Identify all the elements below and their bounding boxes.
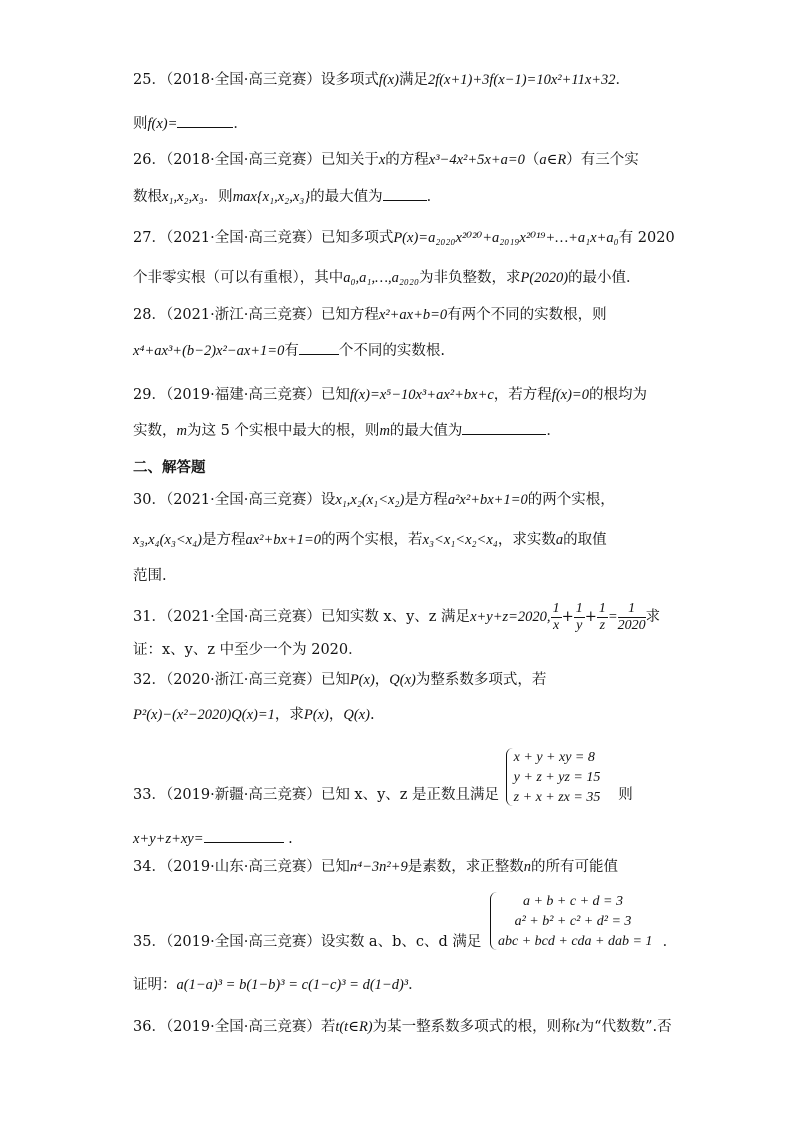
math-expr: x₁,x₂,x₃ [162, 189, 204, 205]
problem-28-line2 [133, 340, 445, 361]
frac-numerator: 1 [598, 600, 606, 616]
answer-blank [383, 186, 427, 201]
problem-30 [133, 490, 615, 510]
math-expr: n [523, 859, 532, 875]
frac-denominator: 2020 [617, 617, 646, 633]
problem-text: 求 [645, 609, 661, 625]
problem-text: 已知方程 [320, 307, 379, 323]
math-expr: 2f(x+1)+3f(x−1)=10x²+11x+32 [427, 72, 616, 88]
problem-source: （2021·浙江·高三竞赛） [165, 307, 321, 323]
problem-text: 的根均为 [588, 387, 647, 403]
problem-source: （2019·福建·高三竞赛） [165, 387, 321, 403]
problem-text: 满足 [398, 72, 428, 88]
answer-blank [299, 340, 339, 355]
problem-text: 为某一整系数多项式的根，则称 [372, 1019, 576, 1035]
math-expr: f(x) [378, 72, 399, 88]
math-expr: max{x₁,x₂,x₃} [232, 189, 311, 205]
problem-text: . [369, 707, 375, 723]
problem-30-line2 [133, 530, 607, 550]
problem-text: 设多项式 [320, 72, 379, 88]
answer-blank [204, 828, 284, 843]
problem-text: ． [426, 189, 442, 205]
problem-text: 已知 [320, 387, 350, 403]
math-expr: a(1−a)³ = b(1−b)³ = c(1−c)³ = d(1−d)³ [176, 977, 409, 993]
problem-text: 设实数 a、b、c、d 满足 [320, 934, 482, 950]
fraction-1-over-y [574, 601, 585, 634]
problem-33 [133, 748, 633, 808]
problem-text: 则 [133, 116, 148, 132]
frac-numerator: 1 [552, 600, 560, 616]
problem-32 [133, 670, 546, 690]
math-expr: a²x²+bx+1=0 [447, 492, 528, 508]
math-expr: P(2020) [520, 270, 569, 286]
math-expr: x₃<x₁<x₂<x₄ [422, 532, 498, 548]
math-expr: x+y+z=2020, [470, 609, 551, 625]
problem-text: 已知 x、y、z 是正数且满足 [320, 787, 500, 803]
system-row: z + x + zx = 35 [513, 790, 601, 805]
problem-text: 的最小值． [568, 270, 641, 286]
system-row: abc + bcd + cda + dab = 1 [498, 934, 653, 949]
math-expr: x₁,x₂(x₁<x₂) [335, 492, 405, 508]
problem-28 [133, 305, 607, 325]
problem-text: 是素数，求正整数 [407, 859, 524, 875]
problem-text: 为整系数多项式，若 [415, 672, 547, 688]
problem-33-lead [133, 787, 499, 803]
problem-text: 设 [320, 492, 336, 508]
math-expr: a∈R [539, 152, 567, 168]
brace [506, 748, 513, 806]
problem-text: ． [546, 423, 561, 439]
problem-text: 的最大值为 [310, 189, 383, 205]
problem-text: 则 [618, 787, 633, 803]
math-expr: t [575, 1019, 580, 1035]
problem-text: 若 [320, 1019, 336, 1035]
problem-number: 32． [133, 672, 166, 688]
problem-source: （2019·新疆·高三竞赛） [165, 787, 321, 803]
problem-source: （2020·浙江·高三竞赛） [165, 672, 321, 688]
math-expr: a [555, 532, 564, 548]
frac-denominator: z [599, 617, 606, 633]
problem-text: 个不同的实数根. [338, 343, 445, 359]
problem-source: （2019·全国·高三竞赛） [165, 1019, 321, 1035]
problem-text: . [288, 831, 293, 847]
problem-source: （2021·全国·高三竞赛） [165, 230, 321, 246]
math-expr: P(x)=a₂₀₂₀x²⁰²⁰+a₂₀₁₉x²⁰¹⁹+…+a₁x+a₀ [393, 230, 619, 246]
system-rows [498, 892, 653, 952]
problem-source: （2021·全国·高三竞赛） [165, 492, 321, 508]
problem-text: 的两个实根， [527, 492, 615, 508]
problem-text: 证明： [133, 977, 177, 993]
problem-32-line2 [133, 705, 375, 725]
problem-text: 已知多项式 [320, 230, 394, 246]
math-expr: m [379, 423, 390, 439]
problem-text: ，求实数 [497, 532, 556, 548]
problem-text: ，若方程 [493, 387, 552, 403]
problem-text: 的所有可能值 [531, 859, 619, 875]
fraction-1-over-2020 [618, 601, 646, 634]
problem-text: ．则 [203, 189, 233, 205]
section-title: 二、解答题 [133, 459, 206, 476]
problem-text: 的取值 [563, 532, 607, 548]
math-expr: f(x)=x⁵−10x³+ax²+bx+c [349, 387, 494, 403]
problem-number: 30． [133, 492, 166, 508]
brace [490, 892, 497, 950]
problem-text: 已知 [320, 672, 350, 688]
problem-source: （2018·全国·高三竞赛） [165, 152, 321, 168]
math-expr: Q(x) [389, 672, 416, 688]
problem-text: 数根 [133, 189, 162, 205]
problem-text: 已知 [320, 859, 350, 875]
problem-text: 有 [284, 343, 299, 359]
math-expr: a₀,a₁,…,a₂₀₂₀ [343, 270, 420, 286]
system-row: a + b + c + d = 3 [522, 894, 623, 909]
math-expr: x³−4x²+5x+a=0 [428, 152, 525, 168]
problem-source: （2019·山东·高三竞赛） [165, 859, 321, 875]
equation-system-33 [506, 748, 601, 808]
problem-29 [133, 385, 647, 405]
math-expr: t(t∈R) [335, 1019, 373, 1035]
math-expr: P²(x)−(x²−2020)Q(x)=1 [133, 707, 275, 723]
problem-33-line2 [133, 828, 293, 849]
system-row: a² + b² + c² + d² = 3 [514, 914, 632, 929]
problem-31: 31．（2021·全国·高三竞赛）已知实数 x、y、z 满足x+y+z=2020, $\frac{1}{x}$ + $\frac{1}{y}$ + $\frac{1}{z}$ = $\frac{1}{2020}$ 求 [133, 600, 661, 633]
problem-text: 范围. [133, 568, 167, 584]
math-expr: f(x)= [147, 116, 178, 132]
problem-29-line2 [133, 420, 561, 441]
math-expr: n⁴−3n²+9 [349, 859, 408, 875]
problem-text: 为非负整数，求 [419, 270, 521, 286]
problem-text: 个非零实根（可以有重根），其中 [133, 270, 344, 286]
math-expr: f(x)=0 [551, 387, 589, 403]
math-expr: ax²+bx+1=0 [245, 532, 322, 548]
problem-number: 28． [133, 307, 166, 323]
system-rows [514, 748, 601, 808]
problem-text: 有两个不同的实数根，则 [447, 307, 607, 323]
math-expr: = [607, 609, 618, 625]
problem-number: 27． [133, 230, 166, 246]
problem-26-line2 [133, 186, 441, 207]
problem-text: 有 2020 [618, 230, 675, 246]
problem-35-lead [133, 934, 481, 950]
problem-text: 是方程 [404, 492, 448, 508]
problem-source: （2018·全国·高三竞赛） [165, 72, 321, 88]
problem-25-line2 [133, 113, 248, 134]
problem-text: 已知关于 [320, 152, 379, 168]
math-expr: x⁴+ax³+(b−2)x²−ax+1=0 [133, 343, 285, 359]
system-row: x + y + xy = 8 [513, 750, 595, 765]
problem-number: 25． [133, 72, 166, 88]
problem-35 [133, 892, 678, 952]
frac-numerator: 1 [575, 600, 583, 616]
problem-35-line2 [133, 975, 423, 995]
math-expr: m [176, 423, 187, 439]
answer-blank [177, 113, 233, 128]
math-expr: x [378, 152, 386, 168]
problem-text: ，求 [274, 707, 304, 723]
problem-36 [133, 1017, 672, 1037]
problem-number: 34． [133, 859, 166, 875]
problem-number: 36． [133, 1019, 166, 1035]
problem-text: （ [524, 152, 540, 168]
problem-31-line2 [133, 640, 363, 660]
problem-number: 33． [133, 787, 166, 803]
problem-text: 证：x、y、z 中至少一个为 2020． [133, 642, 363, 658]
equation-system-35 [490, 892, 653, 952]
problem-text: 的最大值为 [389, 423, 463, 439]
problem-text: ． [233, 116, 248, 132]
frac-numerator: 1 [618, 601, 646, 618]
problem-34 [133, 857, 618, 877]
problem-30-line3 [133, 566, 167, 586]
problem-source: （2021·全国·高三竞赛） [165, 609, 321, 625]
problem-text: 是方程 [201, 532, 246, 548]
math-expr: x₃,x₄(x₃<x₄) [133, 532, 202, 548]
problem-text: 为“代数数”.否 [579, 1019, 672, 1035]
fraction-1-over-x [551, 601, 562, 634]
problem-27 [133, 228, 675, 248]
problem-number: 31． [133, 609, 166, 625]
problem-text: ， [328, 707, 344, 723]
problem-text: ． [662, 934, 678, 950]
problem-source: （2019·全国·高三竞赛） [165, 934, 321, 950]
math-expr: x²+ax+b=0 [378, 307, 448, 323]
problem-text: 的两个实根，若 [321, 532, 423, 548]
frac-denominator: x [552, 617, 560, 633]
fraction-1-over-z [597, 601, 608, 634]
problem-text: 的方程 [385, 152, 429, 168]
problem-number: 26． [133, 152, 166, 168]
problem-26 [133, 150, 639, 170]
problem-text: 已知实数 x、y、z 满足 [320, 609, 471, 625]
problem-number: 35． [133, 934, 166, 950]
math-expr: Q(x) [343, 707, 370, 723]
problem-text: ， [374, 672, 390, 688]
period: ． [615, 72, 631, 88]
problem-text: 为这 5 个实根中最大的根，则 [186, 423, 380, 439]
answer-blank [462, 420, 546, 435]
problem-27-line2 [133, 268, 641, 288]
math-expr: P(x) [303, 707, 329, 723]
problem-25 [133, 70, 630, 90]
frac-denominator: y [576, 617, 583, 633]
problem-text: ）有三个实 [566, 152, 639, 168]
math-expr: P(x) [349, 672, 375, 688]
system-row: y + z + yz = 15 [513, 770, 601, 785]
problem-text: 实数， [133, 423, 177, 439]
problem-text: ． [408, 977, 423, 993]
math-expr: x+y+z+xy= [133, 831, 204, 847]
problem-number: 29． [133, 387, 166, 403]
